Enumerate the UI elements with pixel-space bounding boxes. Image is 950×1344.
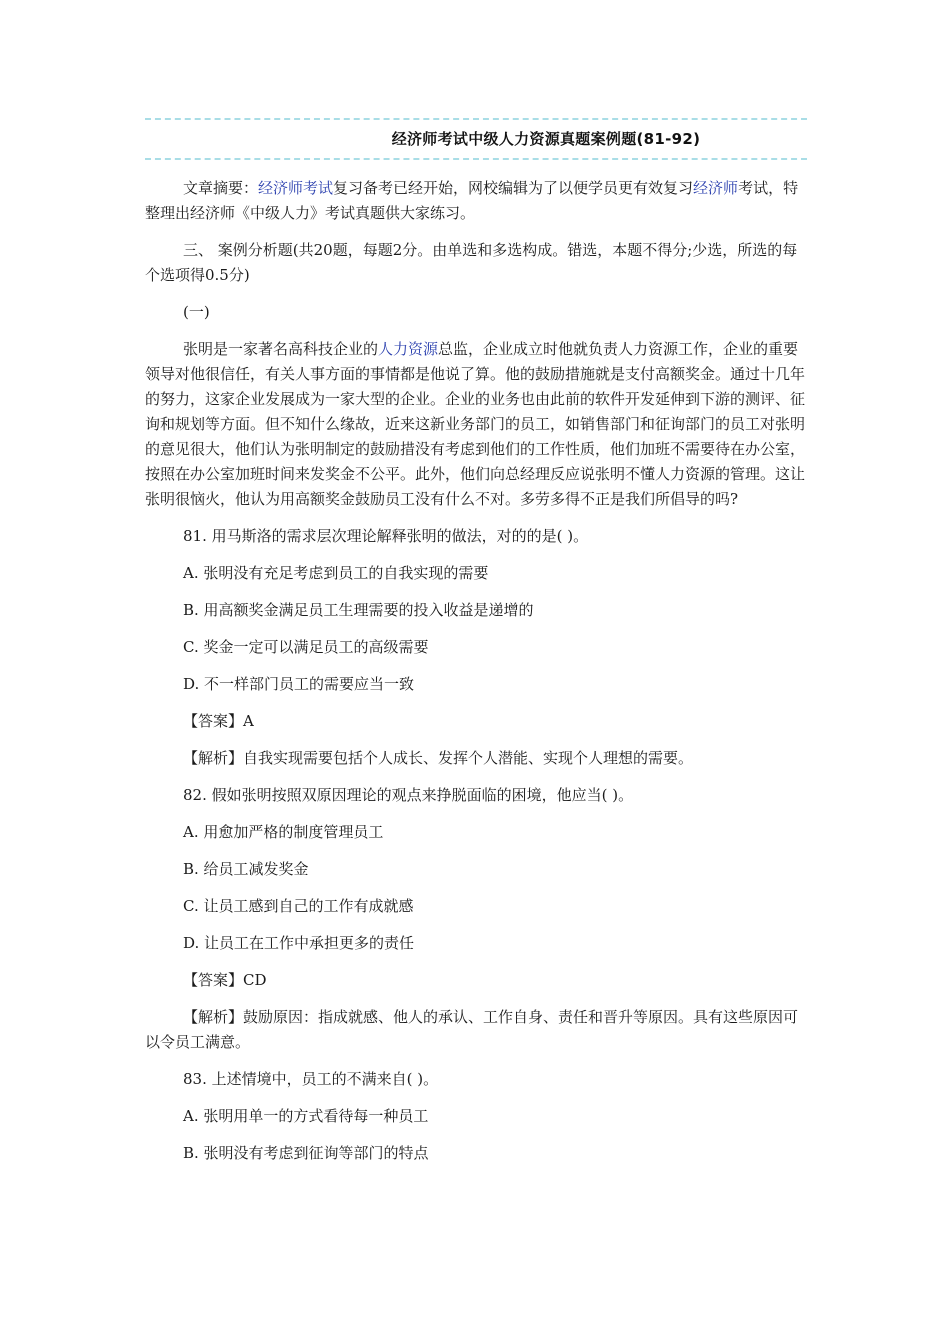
- title-band: [145, 118, 807, 160]
- document-body: [145, 176, 807, 1166]
- part-label: (一): [183, 303, 210, 321]
- abstract-text-1: 复习备考已经开始，网校编辑为了以便学员更有效复习: [333, 179, 694, 197]
- option-81-d: D. 不一样部门员工的需要应当一致: [183, 675, 415, 693]
- case-link-hr[interactable]: 人力资源: [378, 340, 439, 358]
- answer-82: 【答案】CD: [183, 971, 267, 989]
- question-81: 81. 用马斯洛的需求层次理论解释张明的做法，对的的是( )。: [183, 527, 589, 545]
- case-text-before: 张明是一家著名高科技企业的: [183, 340, 379, 358]
- option-81-b: B. 用高额奖金满足员工生理需要的投入收益是递增的: [183, 601, 534, 619]
- abstract-label: 文章摘要：: [183, 179, 259, 197]
- section-heading: 三、 案例分析题(共20题，每题2分。由单选和多选构成。错选，本题不得分;少选，所选的每个选项得0.5分): [145, 241, 798, 284]
- analysis-81: 【解析】自我实现需要包括个人成长、发挥个人潜能、实现个人理想的需要。: [183, 749, 694, 767]
- option-83-a: A. 张明用单一的方式看待每一种员工: [183, 1107, 429, 1125]
- option-81-c: C. 奖金一定可以满足员工的高级需要: [183, 638, 429, 656]
- option-82-c: C. 让员工感到自己的工作有成就感: [183, 897, 414, 915]
- option-81-a: A. 张明没有充足考虑到员工的自我实现的需要: [183, 564, 489, 582]
- case-text-after: 总监，企业成立时他就负责人力资源工作，企业的重要领导对他很信任，有关人事方面的事情都是他说了算。他的鼓励措施就是支付高额奖金。通过十几年的努力，这家企业发展成为一家大型的企业。企业的业务也由此前的软件开发延伸到下游的测评、征询和规划等方面。但不知什么缘故，近来这新业务部门的员工，如销售部门和征询部门的员工对张明的意见很大，他们认为张明制定的鼓励措没有考虑到他们的工作性质，他们加班不需要待在办公室，按照在办公室加班时间来发奖金不公平。此外，他们向总经理反应说张明不懂人力资源的管理。这让张明很恼火，他认为用高额奖金鼓励员工没有什么不对。多劳多得不正是我们所倡导的吗?: [145, 340, 806, 508]
- abstract-paragraph: [145, 176, 807, 226]
- question-83: 83. 上述情境中，员工的不满来自( )。: [183, 1070, 439, 1088]
- page-title: 经济师考试中级人力资源真题案例题(81-92): [391, 130, 701, 148]
- answer-81: 【答案】A: [183, 712, 254, 730]
- option-82-d: D. 让员工在工作中承担更多的责任: [183, 934, 415, 952]
- option-83-b: B. 张明没有考虑到征询等部门的特点: [183, 1144, 429, 1162]
- document-page: [145, 118, 807, 160]
- analysis-82: 【解析】鼓励原因：指成就感、他人的承认、工作自身、责任和晋升等原因。具有这些原因可以令员工满意。: [145, 1008, 799, 1051]
- option-82-b: B. 给员工减发奖金: [183, 860, 309, 878]
- option-82-a: A. 用愈加严格的制度管理员工: [183, 823, 384, 841]
- abstract-text-2: 考试，特整理出经济师《中级人力》考试真题供大家练习。: [145, 179, 799, 222]
- abstract-link-exam[interactable]: 经济师考试: [258, 179, 334, 197]
- question-82: 82. 假如张明按照双原因理论的观点来挣脱面临的困境，他应当( )。: [183, 786, 634, 804]
- abstract-link-economist[interactable]: 经济师: [693, 179, 739, 197]
- case-paragraph: [145, 337, 807, 512]
